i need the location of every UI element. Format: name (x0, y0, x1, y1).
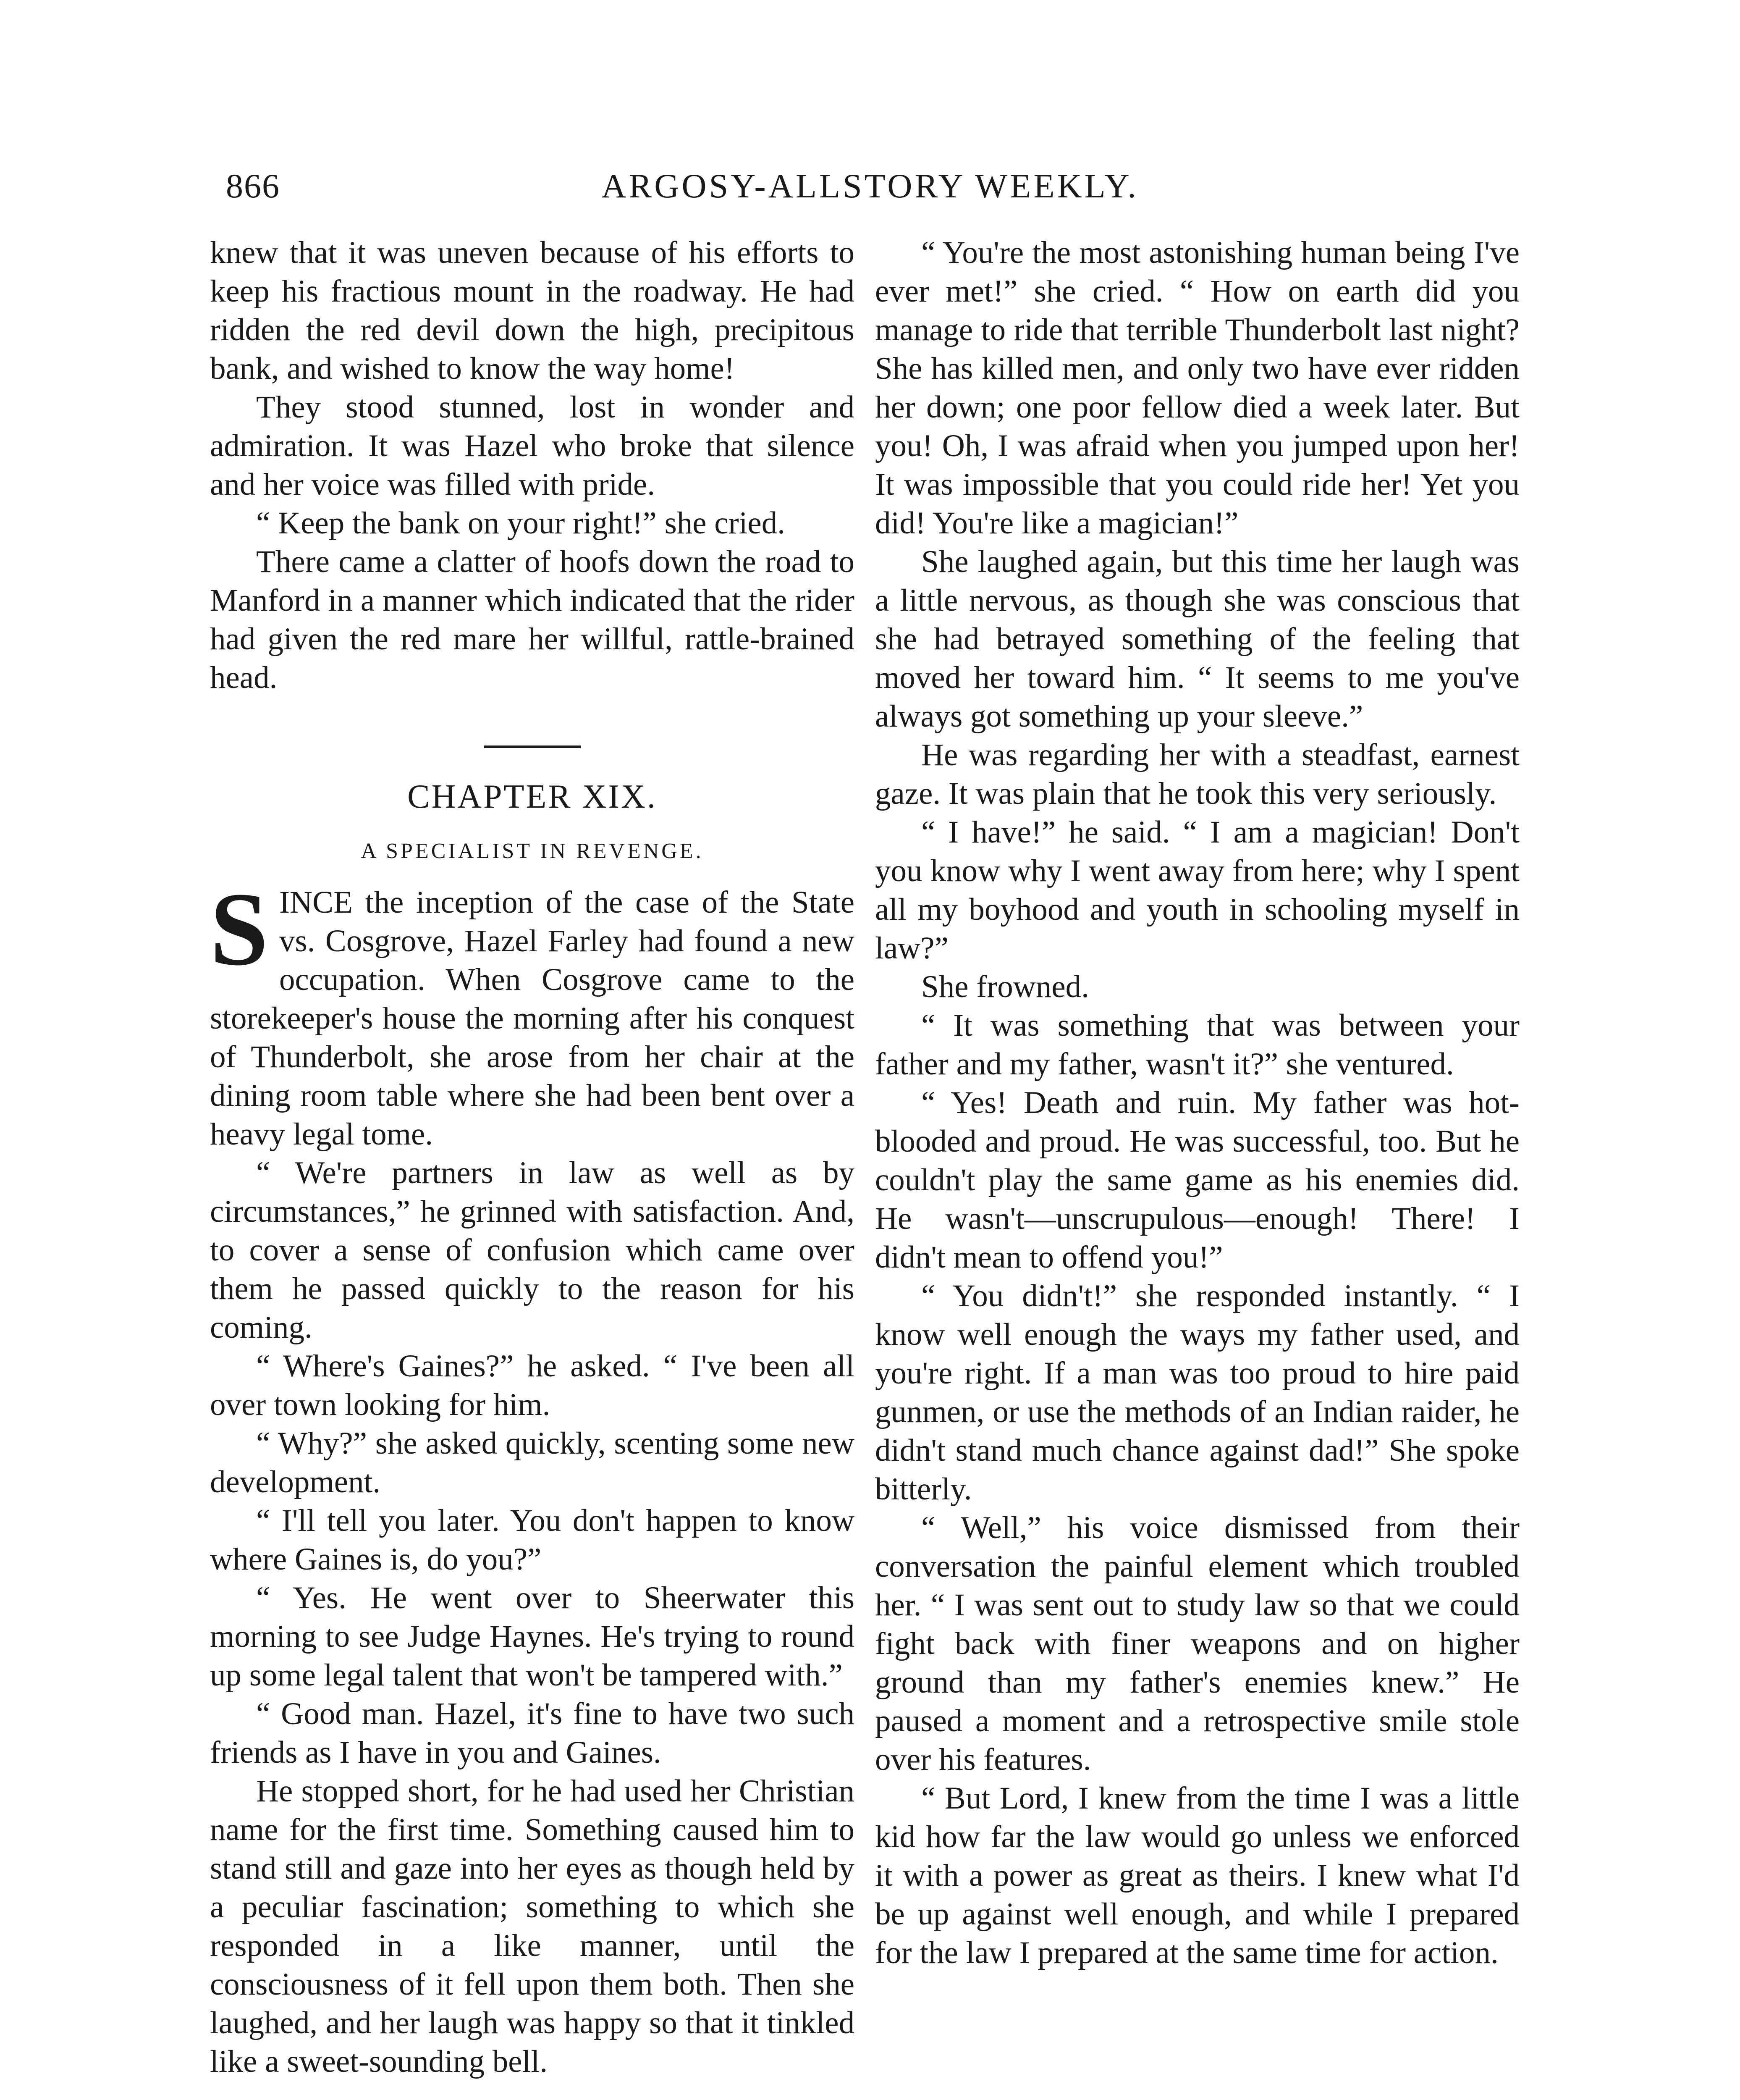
paragraph: “ I have!” he said. “ I am a magician! Don't you know why I went away from here; why I spent all my boyhood and youth in schooling myself in law?” (875, 815, 1520, 966)
chapter-title: CHAPTER XIX. (407, 778, 657, 815)
paragraph: She frowned. (921, 969, 1089, 1004)
paragraph: “ Yes! Death and ruin. My father was hot-blooded and proud. He was successful, too. But he couldn't play the same game as his enemies did. He wasn't—unscrupulous—enough! There! I didn't mean to offend you!” (875, 1085, 1520, 1275)
paragraph: He was regarding her with a steadfast, earnest gaze. It was plain that he took this very seriously. (875, 738, 1520, 811)
page-number: 866 (226, 167, 280, 205)
paragraph: There came a clatter of hoofs down the road to Manford in a manner which indicated that the rider had given the red mare her willful, rattle-brained head. (210, 544, 854, 695)
paragraph: He stopped short, for he had used her Christian name for the first time. Something caused him to stand still and gaze into her eyes as though held by a peculiar fascination; something to which she responded in a like manner, until the consciousness of it fell upon them both. Then she laughed, and her laugh was happy so that it tinkled like a sweet-sounding bell. (210, 1774, 854, 2079)
left-column (210, 234, 854, 2081)
paragraph: “ It was something that was between your father and my father, wasn't it?” she ventured. (875, 1008, 1520, 1082)
paragraph: “ I'll tell you later. You don't happen to know where Gaines is, do you?” (210, 1503, 854, 1577)
paragraph: knew that it was uneven because of his efforts to keep his fractious mount in the roadway. He had ridden the red devil down the high, precipitous bank, and wished to know the way home! (210, 235, 854, 386)
chapter-subtitle: A SPECIALIST IN REVENGE. (361, 839, 704, 863)
paragraph: “ Well,” his voice dismissed from their conversation the painful element which troubled her. “ I was sent out to study law so that we could fight back with finer weapons and on higher ground than my father's enemies knew.” He paused a moment and a retrospective smile stole over his features. (875, 1510, 1520, 1777)
paragraph: “ Keep the bank on your right!” she cried. (256, 506, 785, 541)
drop-cap: S (210, 871, 269, 987)
paragraph: “ We're partners in law as well as by circumstances,” he grinned with satisfaction. And, to cover a sense of confusion which came over them he passed quickly to the reason for his coming. (210, 1155, 854, 1345)
section-divider (484, 746, 581, 748)
paragraph: “ You're the most astonishing human being I've ever met!” she cried. “ How on earth did you manage to ride that terrible Thunderbolt last night? She has killed men, and only two have ever ridden her down; one poor fellow died a week later. But you! Oh, I was afraid when you jumped upon her! It was impossible that you could ride her! Yet you did! You're like a magician!” (875, 235, 1520, 541)
dropcap-paragraph (210, 871, 854, 1154)
paragraph: “ Why?” she asked quickly, scenting some new development. (210, 1426, 854, 1499)
paragraph: They stood stunned, lost in wonder and admiration. It was Hazel who broke that silence and her voice was filled with pride. (210, 390, 854, 502)
paragraph: “ But Lord, I knew from the time I was a little kid how far the law would go unless we enforced it with a power as great as theirs. I knew what I'd be up against well enough, and while I prepared for the law I prepared at the same time for action. (875, 1781, 1520, 1970)
dropcap-paragraph-text: INCE the inception of the case of the State vs. Cosgrove, Hazel Farley had found a new occupation. When Cosgrove came to the storekeeper's house the morning after his conquest of Thunderbolt, she arose from her chair at the dining room table where she had been bent over a heavy legal tome. (210, 885, 854, 1152)
paragraph: “ You didn't!” she responded instantly. “ I know well enough the ways my father used, and you're right. If a man was too proud to hire paid gunmen, or use the methods of an Indian raider, he didn't stand much chance against dad!” She spoke bitterly. (875, 1278, 1520, 1507)
running-head: ARGOSY-ALLSTORY WEEKLY. (601, 167, 1139, 205)
right-column (875, 234, 1520, 1972)
paragraph: “ Where's Gaines?” he asked. “ I've been all over town looking for him. (210, 1349, 854, 1422)
paragraph: “ Yes. He went over to Sheerwater this morning to see Judge Haynes. He's trying to round up some legal talent that won't be tampered with.” (210, 1580, 854, 1693)
paragraph: She laughed again, but this time her laugh was a little nervous, as though she was conscious that she had betrayed something of the feeling that moved her toward him. “ It seems to me you've always got something up your sleeve.” (875, 544, 1520, 734)
paragraph: “ Good man. Hazel, it's fine to have two such friends as I have in you and Gaines. (210, 1696, 854, 1770)
